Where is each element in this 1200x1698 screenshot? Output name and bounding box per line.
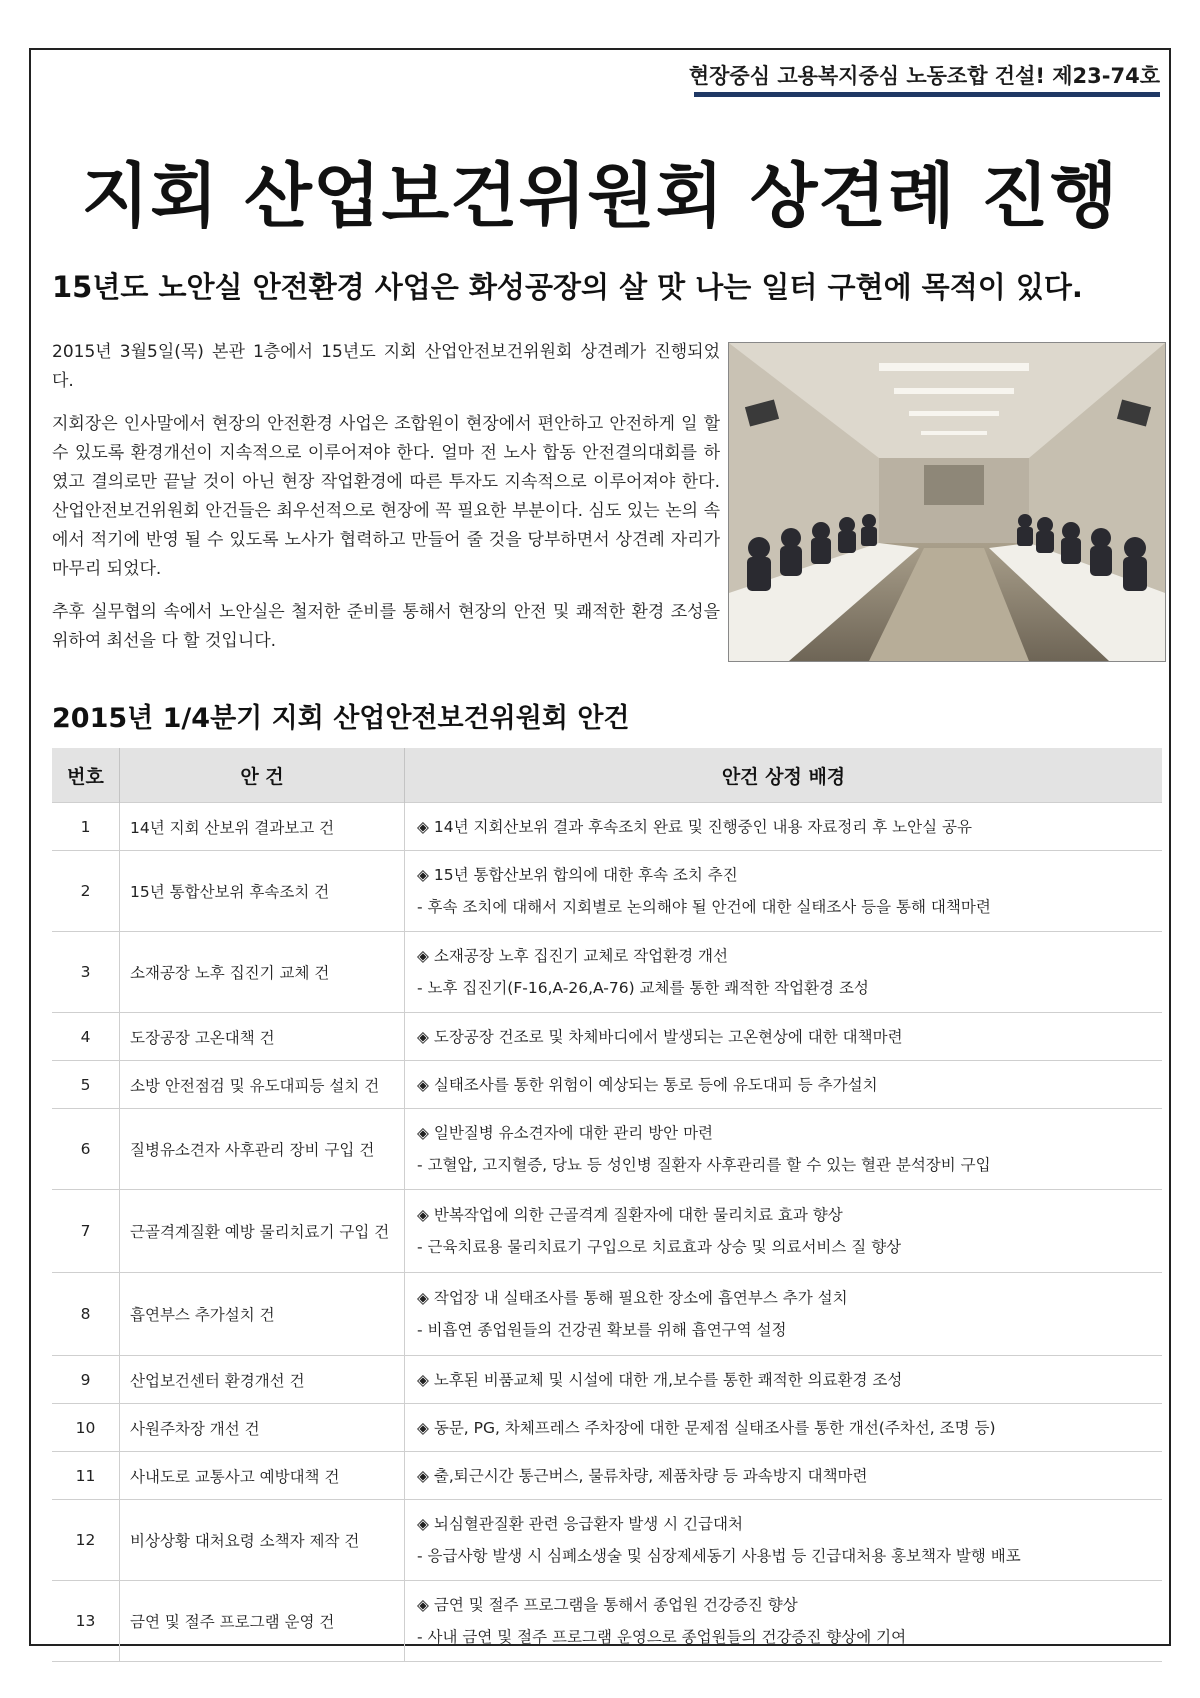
- background-line: ◈ 동문, PG, 차체프레스 주차장에 대한 문제점 실태조사를 통한 개선(주차선, 조명 등): [417, 1418, 996, 1437]
- row-background: [405, 803, 1163, 851]
- row-background: [405, 1109, 1163, 1190]
- row-item: 사원주차장 개선 건: [120, 1404, 405, 1452]
- agenda-table: [52, 748, 1162, 1662]
- row-number: 1: [52, 803, 120, 851]
- background-line: - 근육치료용 물리치료기 구입으로 치료효과 상승 및 의료서비스 질 향상: [417, 1238, 902, 1256]
- article-paragraph: 추후 실무협의 속에서 노안실은 철저한 준비를 통해서 현장의 안전 및 쾌적한 환경 조성을 위하여 최선을 다 할 것입니다.: [52, 602, 720, 651]
- row-item: 사내도로 교통사고 예방대책 건: [120, 1452, 405, 1500]
- header-item: 안 건: [120, 748, 405, 803]
- row-background: [405, 1013, 1163, 1061]
- row-item: 소방 안전점검 및 유도대피등 설치 건: [120, 1061, 405, 1109]
- row-item: 금연 및 절주 프로그램 운영 건: [120, 1581, 405, 1662]
- row-item: 산업보건센터 환경개선 건: [120, 1356, 405, 1404]
- row-number: 12: [52, 1500, 120, 1581]
- background-line: - 후속 조치에 대해서 지회별로 논의해야 될 안건에 대한 실태조사 등을 통해 대책마련: [417, 898, 991, 916]
- table-row: [52, 1190, 1162, 1273]
- article-paragraph: 2015년 3월5일(목) 본관 1층에서 15년도 지회 산업안전보건위원회 상견례가 진행되었다.: [52, 342, 720, 391]
- header-underline: [694, 92, 1160, 97]
- row-number: 13: [52, 1581, 120, 1662]
- row-background: [405, 932, 1163, 1013]
- row-item: 근골격계질환 예방 물리치료기 구입 건: [120, 1190, 405, 1273]
- row-number: 3: [52, 932, 120, 1013]
- background-line: - 비흡연 종업원들의 건강권 확보를 위해 흡연구역 설정: [417, 1321, 787, 1339]
- header-background: 안건 상정 배경: [405, 748, 1163, 803]
- row-number: 5: [52, 1061, 120, 1109]
- background-line: - 노후 집진기(F-16,A-26,A-76) 교체를 통한 쾌적한 작업환경 조성: [417, 979, 869, 997]
- issue-header: 현장중심 고용복지중심 노동조합 건설! 제23-74호: [688, 64, 1160, 88]
- row-number: 10: [52, 1404, 120, 1452]
- row-background: [405, 1356, 1163, 1404]
- row-item: 도장공장 고온대책 건: [120, 1013, 405, 1061]
- background-line: ◈ 실태조사를 통한 위험이 예상되는 통로 등에 유도대피 등 추가설치: [417, 1075, 878, 1094]
- page-title: 지회 산업보건위원회 상견례 진행: [81, 155, 1119, 237]
- background-line: ◈ 뇌심혈관질환 관련 응급환자 발생 시 긴급대처: [417, 1515, 743, 1533]
- row-number: 7: [52, 1190, 120, 1273]
- row-number: 2: [52, 851, 120, 932]
- table-row: [52, 1109, 1162, 1190]
- background-line: ◈ 소재공장 노후 집진기 교체로 작업환경 개선: [417, 947, 728, 965]
- table-row: [52, 1013, 1162, 1061]
- row-background: [405, 1404, 1163, 1452]
- table-row: [52, 1273, 1162, 1356]
- background-line: ◈ 작업장 내 실태조사를 통해 필요한 장소에 흡연부스 추가 설치: [417, 1289, 848, 1307]
- article-body: [52, 338, 720, 670]
- header-number: 번호: [52, 748, 120, 803]
- row-item: 14년 지회 산보위 결과보고 건: [120, 803, 405, 851]
- table-row: [52, 1061, 1162, 1109]
- row-item: 소재공장 노후 집진기 교체 건: [120, 932, 405, 1013]
- row-background: [405, 1190, 1163, 1273]
- table-row: [52, 851, 1162, 932]
- table-header-row: [52, 748, 1162, 803]
- table-row: [52, 1452, 1162, 1500]
- row-background: [405, 1061, 1163, 1109]
- row-number: 9: [52, 1356, 120, 1404]
- table-row: [52, 1581, 1162, 1662]
- row-number: 6: [52, 1109, 120, 1190]
- table-row: [52, 1404, 1162, 1452]
- row-background: [405, 1581, 1163, 1662]
- table-row: [52, 1356, 1162, 1404]
- background-line: ◈ 15년 통합산보위 합의에 대한 후속 조치 추진: [417, 866, 738, 884]
- background-line: - 사내 금연 및 절주 프로그램 운영으로 종업원들의 건강증진 향상에 기여: [417, 1628, 907, 1646]
- table-row: [52, 1500, 1162, 1581]
- background-line: ◈ 출,퇴근시간 통근버스, 물류차량, 제품차량 등 과속방지 대책마련: [417, 1466, 868, 1485]
- row-number: 4: [52, 1013, 120, 1061]
- background-line: - 응급사항 발생 시 심폐소생술 및 심장제세동기 사용법 등 긴급대처용 홍보책자 발행 배포: [417, 1547, 1021, 1565]
- background-line: - 고혈압, 고지혈증, 당뇨 등 성인병 질환자 사후관리를 할 수 있는 혈관 분석장비 구입: [417, 1156, 991, 1174]
- table-row: [52, 932, 1162, 1013]
- agenda-section-title: 2015년 1/4분기 지회 산업안전보건위원회 안건: [52, 703, 630, 734]
- background-line: ◈ 14년 지회산보위 결과 후속조치 완료 및 진행중인 내용 자료정리 후 노안실 공유: [417, 817, 972, 836]
- background-line: ◈ 금연 및 절주 프로그램을 통해서 종업원 건강증진 향상: [417, 1596, 798, 1614]
- row-item: 15년 통합산보위 후속조치 건: [120, 851, 405, 932]
- page-subtitle: 15년도 노안실 안전환경 사업은 화성공장의 살 맛 나는 일터 구현에 목적이 있다.: [52, 270, 1083, 304]
- row-item: 질병유소견자 사후관리 장비 구입 건: [120, 1109, 405, 1190]
- table-row: [52, 803, 1162, 851]
- article-paragraph: 지회장은 인사말에서 현장의 안전환경 사업은 조합원이 현장에서 편안하고 안전하게 일 할 수 있도록 환경개선이 지속적으로 이루어져야 한다. 얼마 전 노사 합동 안전결의대회를 하였고 결의로만 끝날 것이 아닌 현장 작업환경에 따른 투자도 지속적으로 이루어져야 한다. 산업안전보건위원회 안건들은 최우선적으로 현장에 꼭 필요한 부분이다. 심도 있는 논의 속에서 적기에 반영 될 수 있도록 노사가 협력하고 만들어 줄 것을 당부하면서 상견례 자리가 마무리 되었다.: [52, 414, 720, 579]
- row-background: [405, 1452, 1163, 1500]
- background-line: ◈ 도장공장 건조로 및 차체바디에서 발생되는 고온현상에 대한 대책마련: [417, 1027, 903, 1046]
- row-background: [405, 851, 1163, 932]
- row-number: 11: [52, 1452, 120, 1500]
- meeting-photo: [728, 342, 1166, 662]
- row-item: 흡연부스 추가설치 건: [120, 1273, 405, 1356]
- row-background: [405, 1273, 1163, 1356]
- background-line: ◈ 일반질병 유소견자에 대한 관리 방안 마련: [417, 1124, 714, 1142]
- row-item: 비상상황 대처요령 소책자 제작 건: [120, 1500, 405, 1581]
- row-background: [405, 1500, 1163, 1581]
- row-number: 8: [52, 1273, 120, 1356]
- background-line: ◈ 노후된 비품교체 및 시설에 대한 개,보수를 통한 쾌적한 의료환경 조성: [417, 1370, 903, 1389]
- background-line: ◈ 반복작업에 의한 근골격계 질환자에 대한 물리치료 효과 향상: [417, 1206, 843, 1224]
- meeting-room-image: [729, 343, 1165, 661]
